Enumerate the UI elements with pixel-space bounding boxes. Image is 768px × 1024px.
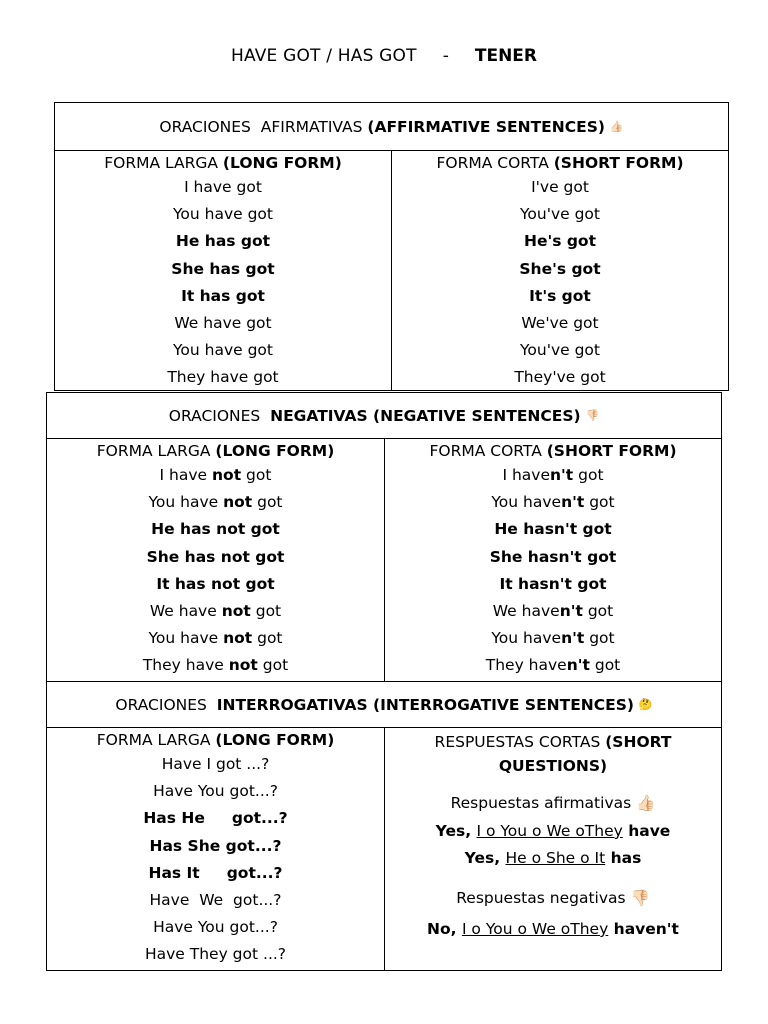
list-item: Has He got...? xyxy=(143,809,288,828)
interrogative-long-head: FORMA LARGA (LONG FORM) xyxy=(96,731,335,749)
list-item: It has got xyxy=(181,286,265,305)
list-item: They have got xyxy=(167,368,279,387)
thumbs-down-icon: 👎🏻 xyxy=(585,409,600,422)
list-item: It has not got xyxy=(156,574,275,593)
list-item: He's got xyxy=(523,232,596,251)
interrogative-answers-column xyxy=(385,727,721,970)
list-item: Has It got...? xyxy=(148,863,283,882)
list-item: She has got xyxy=(171,259,275,278)
negative-answers-label: Respuestas negativas 👎🏻 xyxy=(456,889,650,907)
negative-header: ORACIONES NEGATIVAS (NEGATIVE SENTENCES) 👎🏻 xyxy=(47,393,721,439)
list-item: Have They got ...? xyxy=(144,945,287,964)
negative-long-column xyxy=(47,438,384,681)
list-item: Have We got...? xyxy=(149,890,282,909)
list-item: I have not got xyxy=(159,466,272,484)
list-item: You haven't got xyxy=(491,629,615,648)
list-item: They've got xyxy=(514,368,606,387)
list-item: He hasn't got xyxy=(494,520,612,539)
affirmative-section xyxy=(54,102,729,391)
interrogative-section xyxy=(46,681,722,971)
list-item: You have got xyxy=(172,205,273,224)
yes-answer-have: Yes, I o You o We oThey have xyxy=(435,822,671,840)
affirmative-header-prefix: ORACIONES AFIRMATIVAS xyxy=(159,117,368,136)
list-item: We have not got xyxy=(149,601,282,620)
affirmative-short-column xyxy=(392,150,728,390)
thinking-face-icon: 🤔 xyxy=(638,698,653,711)
list-item: I have got xyxy=(184,178,262,196)
list-item: Has She got...? xyxy=(149,836,282,855)
title-translation: TENER xyxy=(474,46,537,66)
short-answers-head: RESPUESTAS CORTAS (SHORT xyxy=(434,733,672,751)
list-item: Have I got ...? xyxy=(161,755,270,773)
thumbs-up-icon: 👍🏻 xyxy=(609,120,624,133)
affirmative-answers-label: Respuestas afirmativas 👍🏻 xyxy=(450,794,656,812)
title-main: HAVE GOT / HAS GOT xyxy=(230,46,417,66)
negative-long-head: FORMA LARGA (LONG FORM) xyxy=(96,442,335,460)
negative-short-head: FORMA CORTA (SHORT FORM) xyxy=(429,442,677,460)
list-item: He has not got xyxy=(151,520,280,539)
affirmative-long-head: FORMA LARGA (LONG FORM) xyxy=(104,154,342,172)
list-item: They have not got xyxy=(142,656,289,675)
interrogative-header: ORACIONES INTERROGATIVAS (INTERROGATIVE SENTENCES) 🤔 xyxy=(47,682,721,728)
list-item: He has got xyxy=(175,232,271,251)
list-item: Have You got...? xyxy=(153,782,278,801)
list-item: You've got xyxy=(519,205,600,224)
negative-short-column xyxy=(385,438,721,681)
list-item: You've got xyxy=(519,341,600,360)
title-separator: - xyxy=(442,46,449,66)
short-answers-head-line2: QUESTIONS) xyxy=(498,757,608,775)
affirmative-header xyxy=(55,103,728,151)
list-item: She has not got xyxy=(146,547,285,566)
list-item: They haven't got xyxy=(485,656,621,675)
list-item: I've got xyxy=(531,178,589,196)
list-item: You have got xyxy=(172,341,273,360)
affirmative-header-bold: (AFFIRMATIVE SENTENCES) xyxy=(367,117,605,136)
list-item: Have You got...? xyxy=(153,918,278,937)
list-item: You have not got xyxy=(148,493,283,512)
negative-section xyxy=(46,392,722,682)
list-item: We've got xyxy=(521,313,599,332)
list-item: She hasn't got xyxy=(489,547,617,566)
list-item: You haven't got xyxy=(491,493,615,512)
list-item: It's got xyxy=(529,286,591,305)
list-item: She's got xyxy=(519,259,601,278)
list-item: It hasn't got xyxy=(499,574,607,593)
list-item: We have got xyxy=(174,313,272,332)
affirmative-short-head: FORMA CORTA (SHORT FORM) xyxy=(436,154,684,172)
list-item: You have not got xyxy=(148,629,283,648)
affirmative-long-column xyxy=(55,150,391,390)
list-item: We haven't got xyxy=(492,601,614,620)
interrogative-long-column xyxy=(47,727,384,970)
page-title xyxy=(0,46,768,66)
no-answer: No, I o You o We oThey haven't xyxy=(427,920,679,938)
list-item: I haven't got xyxy=(502,466,604,484)
yes-answer-has: Yes, He o She o It has xyxy=(464,849,642,867)
